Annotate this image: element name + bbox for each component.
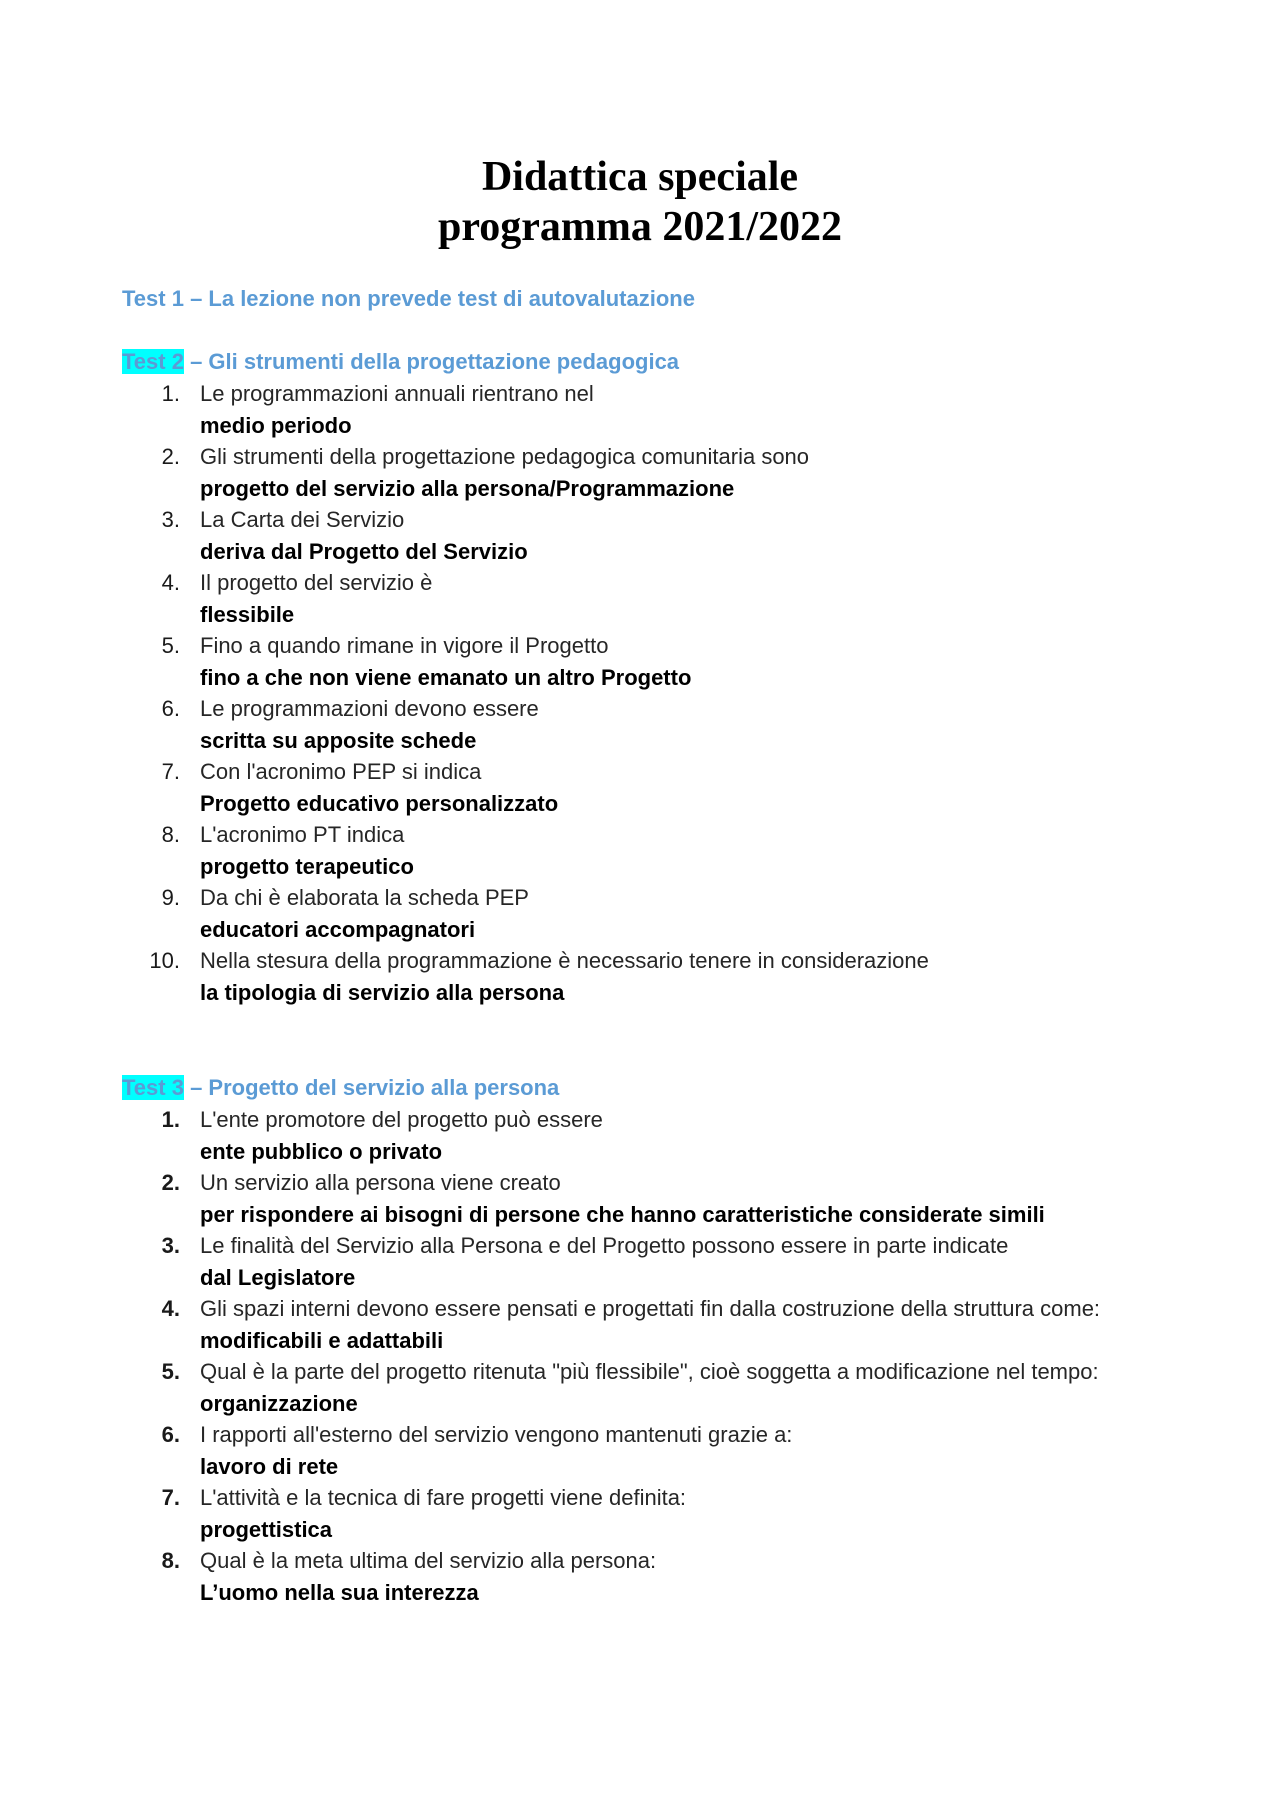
answer-text: progetto del servizio alla persona/Programmazione xyxy=(200,475,735,501)
question-text: Da chi è elaborata la scheda PEP xyxy=(200,885,529,910)
answer-text: la tipologia di servizio alla persona xyxy=(200,979,565,1005)
item-number: 3. xyxy=(161,507,180,532)
item-number: 4. xyxy=(161,570,180,595)
item-number: 5. xyxy=(161,633,180,658)
question-text: L'ente promotore del progetto può essere xyxy=(200,1107,603,1132)
test2-label: Test 2 xyxy=(122,349,184,374)
question-text: Gli strumenti della progettazione pedagogica comunitaria sono xyxy=(200,444,810,469)
test2-heading xyxy=(122,347,679,377)
answer-text: progetto terapeutico xyxy=(200,853,414,879)
question-text: Gli spazi interni devono essere pensati e progettati fin dalla costruzione della struttura come: xyxy=(200,1296,1101,1321)
item-number: 6. xyxy=(161,1422,180,1447)
title-line-2: programma 2021/2022 xyxy=(437,204,843,250)
answer-text: per rispondere ai bisogni di persone che hanno caratteristiche considerate simili xyxy=(200,1201,1045,1227)
test3-label: Test 3 xyxy=(122,1075,184,1100)
question-text: L'attività e la tecnica di fare progetti viene definita: xyxy=(200,1485,687,1510)
list-item xyxy=(122,1482,1122,1545)
test1-title: – La lezione non prevede test di autovalutazione xyxy=(183,286,695,311)
question-text: Le finalità del Servizio alla Persona e del Progetto possono essere in parte indicate xyxy=(200,1233,1009,1258)
question-text: Qual è la meta ultima del servizio alla persona: xyxy=(200,1548,657,1573)
item-number: 7. xyxy=(161,1485,180,1510)
list-item xyxy=(122,1230,1122,1293)
question-text: I rapporti all'esterno del servizio vengono mantenuti grazie a: xyxy=(200,1422,793,1447)
answer-text: progettistica xyxy=(200,1516,333,1542)
list-item xyxy=(122,756,1122,819)
question-text: Il progetto del servizio è xyxy=(200,570,433,595)
question-text: Le programmazioni annuali rientrano nel xyxy=(200,381,594,406)
test1-label: Test 1 xyxy=(122,286,184,311)
item-number: 10. xyxy=(149,948,180,973)
item-number: 1. xyxy=(161,1107,180,1132)
list-item xyxy=(122,819,1122,882)
list-item xyxy=(122,1356,1122,1419)
title-line-1: Didattica speciale xyxy=(481,154,799,200)
test2-question-list xyxy=(122,378,1122,1008)
item-number: 9. xyxy=(161,885,180,910)
list-item xyxy=(122,1419,1122,1482)
answer-text: L’uomo nella sua interezza xyxy=(200,1579,479,1605)
item-number: 6. xyxy=(161,696,180,721)
list-item xyxy=(122,441,1122,504)
list-item xyxy=(122,504,1122,567)
item-number: 3. xyxy=(161,1233,180,1258)
test3-heading xyxy=(122,1073,559,1103)
item-number: 2. xyxy=(161,1170,180,1195)
item-number: 2. xyxy=(161,444,180,469)
item-number: 1. xyxy=(161,381,180,406)
question-text: Qual è la parte del progetto ritenuta "più flessibile", cioè soggetta a modificazione nel tempo: xyxy=(200,1359,1099,1384)
question-text: Con l'acronimo PEP si indica xyxy=(200,759,482,784)
list-item xyxy=(122,1293,1122,1356)
test2-title: – Gli strumenti della progettazione pedagogica xyxy=(183,349,680,374)
item-number: 8. xyxy=(161,822,180,847)
answer-text: educatori accompagnatori xyxy=(200,916,476,942)
answer-text: scritta su apposite schede xyxy=(200,727,477,753)
answer-text: organizzazione xyxy=(200,1390,358,1416)
test1-heading xyxy=(122,284,695,314)
item-number: 8. xyxy=(161,1548,180,1573)
test3-title: – Progetto del servizio alla persona xyxy=(183,1075,560,1100)
test3-question-list xyxy=(122,1104,1122,1608)
list-item xyxy=(122,693,1122,756)
list-item xyxy=(122,1167,1122,1230)
list-item xyxy=(122,882,1122,945)
list-item xyxy=(122,567,1122,630)
answer-text: fino a che non viene emanato un altro Progetto xyxy=(200,664,692,690)
answer-text: modificabili e adattabili xyxy=(200,1327,444,1353)
question-text: La Carta dei Servizio xyxy=(200,507,405,532)
answer-text: ente pubblico o privato xyxy=(200,1138,443,1164)
list-item xyxy=(122,378,1122,441)
answer-text: medio periodo xyxy=(200,412,352,438)
question-text: Le programmazioni devono essere xyxy=(200,696,539,721)
item-number: 7. xyxy=(161,759,180,784)
item-number: 5. xyxy=(161,1359,180,1384)
answer-text: lavoro di rete xyxy=(200,1453,339,1479)
question-text: Fino a quando rimane in vigore il Progetto xyxy=(200,633,609,658)
list-item xyxy=(122,1545,1122,1608)
answer-text: deriva dal Progetto del Servizio xyxy=(200,538,528,564)
document-title xyxy=(0,152,1280,252)
question-text: Un servizio alla persona viene creato xyxy=(200,1170,561,1195)
answer-text: flessibile xyxy=(200,601,295,627)
question-text: L'acronimo PT indica xyxy=(200,822,405,847)
answer-text: dal Legislatore xyxy=(200,1264,356,1290)
list-item xyxy=(122,630,1122,693)
answer-text: Progetto educativo personalizzato xyxy=(200,790,559,816)
list-item xyxy=(122,1104,1122,1167)
list-item xyxy=(122,945,1122,1008)
item-number: 4. xyxy=(161,1296,180,1321)
question-text: Nella stesura della programmazione è necessario tenere in considerazione xyxy=(200,948,929,973)
